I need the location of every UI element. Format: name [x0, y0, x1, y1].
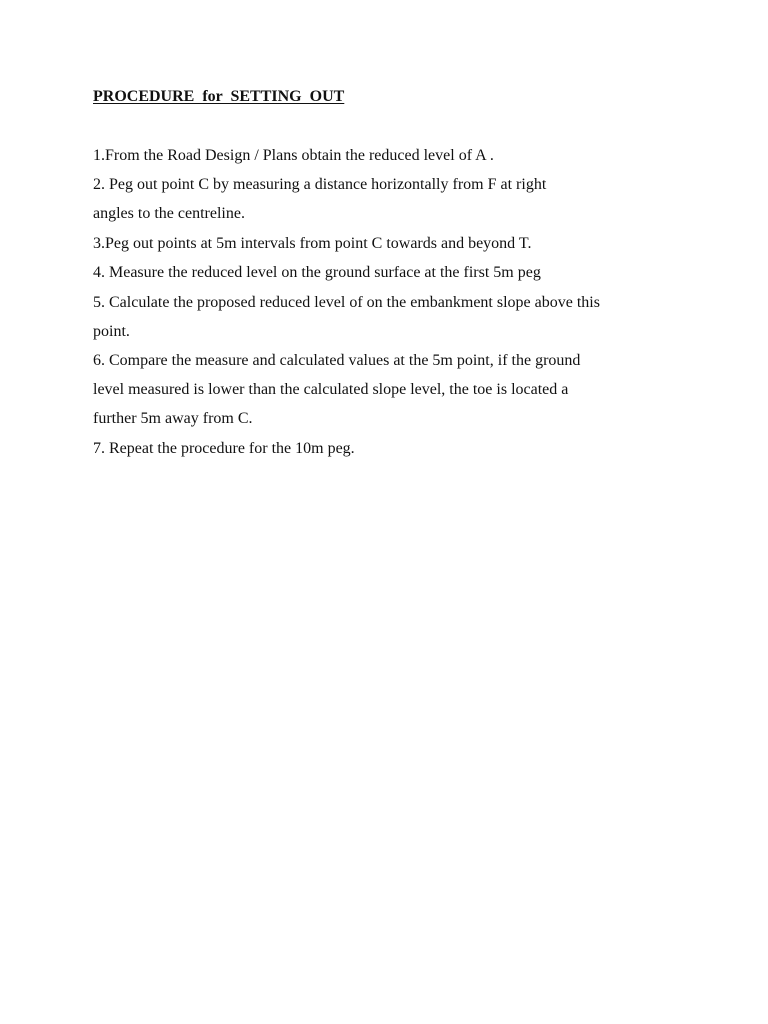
procedure-step-5-continued: point. [93, 323, 130, 340]
procedure-step-3: 3.Peg out points at 5m intervals from point C towards and beyond T. [93, 235, 532, 252]
procedure-step-5: 5. Calculate the proposed reduced level of on the embankment slope above this [93, 294, 600, 311]
procedure-step-1: 1.From the Road Design / Plans obtain the reduced level of A . [93, 147, 494, 164]
document-title: PROCEDURE for SETTING OUT [93, 88, 345, 105]
procedure-step-2-continued: angles to the centreline. [93, 205, 245, 222]
procedure-step-6-continued-1: level measured is lower than the calculated slope level, the toe is located a [93, 381, 569, 398]
procedure-step-2: 2. Peg out point C by measuring a distance horizontally from F at right [93, 176, 547, 193]
procedure-step-7: 7. Repeat the procedure for the 10m peg. [93, 440, 355, 457]
procedure-step-4: 4. Measure the reduced level on the ground surface at the first 5m peg [93, 264, 541, 281]
procedure-step-6-continued-2: further 5m away from C. [93, 410, 253, 427]
procedure-step-6: 6. Compare the measure and calculated values at the 5m point, if the ground [93, 352, 581, 369]
